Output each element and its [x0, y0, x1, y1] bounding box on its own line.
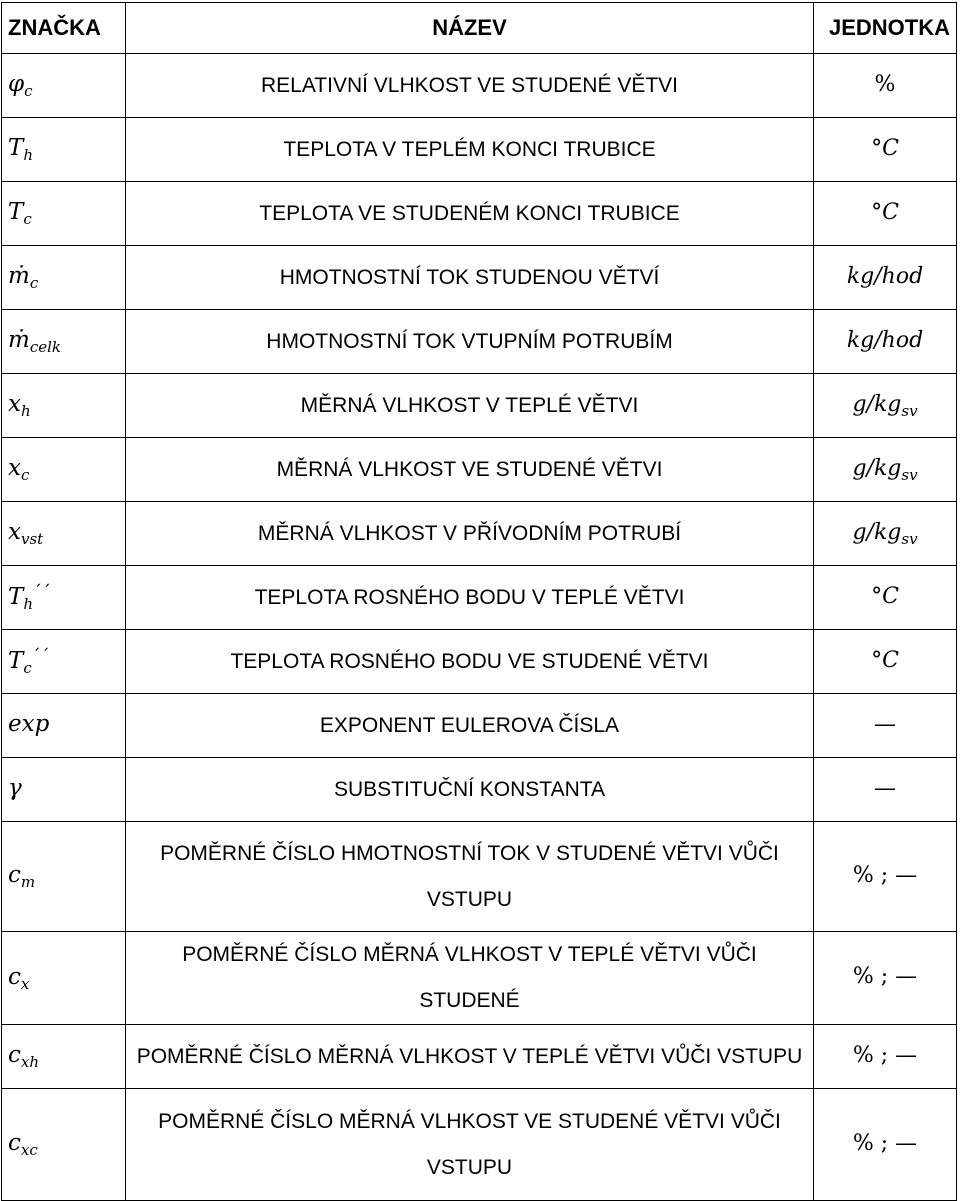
unit-cell [814, 502, 957, 566]
symbol-cell [2, 822, 126, 932]
symbol-subscript: c [20, 466, 30, 484]
table-body [2, 54, 957, 1201]
name-cell: POMĚRNÉ ČÍSLO MĚRNÁ VLHKOST V TEPLÉ VĚTVI VŮČI STUDENÉ [126, 932, 814, 1025]
name-cell: TEPLOTA VE STUDENÉM KONCI TRUBICE [126, 182, 814, 246]
unit-main: — [874, 775, 896, 801]
unit-cell [814, 758, 957, 822]
header-symbol: ZNAČKA [2, 3, 126, 54]
symbol-double-prime: ´´ [33, 582, 52, 603]
unit-cell [814, 932, 957, 1025]
symbol-subscript: c [29, 274, 39, 292]
table-row [2, 310, 957, 374]
unit-cell [814, 1025, 957, 1089]
table-row [2, 630, 957, 694]
symbol-main: x [8, 519, 21, 545]
symbol-cell [2, 630, 126, 694]
unit-main: °C [871, 135, 899, 161]
table-row [2, 182, 957, 246]
unit-cell [814, 118, 957, 182]
name-cell: TEPLOTA ROSNÉHO BODU V TEPLÉ VĚTVI [126, 566, 814, 630]
symbol-main: x [8, 455, 21, 481]
symbol-main: T [8, 135, 24, 161]
symbol-main: ṁ [8, 327, 30, 353]
unit-main: % [874, 71, 896, 97]
symbol-cell [2, 932, 126, 1025]
symbol-cell [2, 1025, 126, 1089]
unit-cell [814, 54, 957, 118]
symbol-cell [2, 758, 126, 822]
table-row [2, 694, 957, 758]
table-row [2, 118, 957, 182]
symbol-cell [2, 246, 126, 310]
symbol-cell [2, 374, 126, 438]
symbol-main: c [8, 1042, 21, 1068]
unit-cell [814, 566, 957, 630]
unit-main: °C [871, 199, 899, 225]
table-row [2, 1025, 957, 1089]
symbol-main: T [8, 199, 24, 225]
symbol-subscript: c [23, 210, 32, 228]
symbol-subscript: m [20, 873, 36, 891]
symbol-subscript: c [23, 659, 32, 677]
symbol-main: φ [8, 71, 25, 97]
table-row [2, 374, 957, 438]
table-row [2, 502, 957, 566]
name-cell: POMĚRNÉ ČÍSLO MĚRNÁ VLHKOST VE STUDENÉ VĚTVI VŮČI VSTUPU [126, 1089, 814, 1201]
symbol-main: T [8, 648, 24, 674]
symbol-subscript: h [23, 146, 34, 164]
unit-cell [814, 1089, 957, 1201]
symbol-subscript: c [24, 82, 33, 100]
name-cell: MĚRNÁ VLHKOST V TEPLÉ VĚTVI [126, 374, 814, 438]
unit-cell [814, 694, 957, 758]
symbol-main: c [8, 862, 21, 888]
symbol-cell [2, 54, 126, 118]
unit-main: % ; — [852, 1042, 918, 1068]
symbol-cell [2, 182, 126, 246]
unit-main: g/kg [852, 391, 902, 417]
unit-main: g/kg [852, 519, 902, 545]
symbol-main: c [8, 1130, 21, 1156]
symbol-subscript: h [23, 595, 34, 613]
name-cell: HMOTNOSTNÍ TOK VTUPNÍM POTRUBÍM [126, 310, 814, 374]
symbol-main: c [8, 963, 21, 990]
symbol-cell [2, 566, 126, 630]
symbol-cell [2, 438, 126, 502]
unit-main: % ; — [852, 1130, 918, 1156]
table-row [2, 246, 957, 310]
name-cell: MĚRNÁ VLHKOST V PŘÍVODNÍM POTRUBÍ [126, 502, 814, 566]
header-row [2, 3, 957, 54]
name-cell: TEPLOTA ROSNÉHO BODU VE STUDENÉ VĚTVI [126, 630, 814, 694]
name-cell: MĚRNÁ VLHKOST VE STUDENÉ VĚTVI [126, 438, 814, 502]
symbol-main: T [8, 584, 24, 610]
unit-main: % ; — [852, 862, 918, 888]
table-row [2, 1089, 957, 1201]
symbol-cell [2, 118, 126, 182]
name-cell: SUBSTITUČNÍ KONSTANTA [126, 758, 814, 822]
symbol-main: ṁ [8, 263, 30, 289]
symbol-main: x [8, 391, 21, 417]
unit-main: °C [871, 647, 899, 673]
unit-main: kg/hod [846, 327, 924, 353]
name-cell: POMĚRNÉ ČÍSLO MĚRNÁ VLHKOST V TEPLÉ VĚTVI VŮČI VSTUPU [126, 1025, 814, 1089]
table-row [2, 54, 957, 118]
name-cell: HMOTNOSTNÍ TOK STUDENOU VĚTVÍ [126, 246, 814, 310]
unit-main: — [874, 711, 896, 737]
symbol-double-prime: ´´ [31, 646, 50, 667]
symbol-table [1, 2, 957, 1201]
unit-subscript: sv [901, 465, 918, 484]
unit-subscript: sv [901, 401, 918, 420]
symbol-cell [2, 1089, 126, 1201]
unit-main: °C [871, 583, 899, 609]
symbol-subscript: celk [29, 338, 61, 356]
table-row [2, 822, 957, 932]
name-cell: EXPONENT EULEROVA ČÍSLA [126, 694, 814, 758]
name-cell: POMĚRNÉ ČÍSLO HMOTNOSTNÍ TOK V STUDENÉ VĚTVI VŮČI VSTUPU [126, 822, 814, 932]
name-cell: TEPLOTA V TEPLÉM KONCI TRUBICE [126, 118, 814, 182]
symbol-subscript: xh [20, 1053, 40, 1071]
unit-main: g/kg [852, 455, 902, 481]
symbol-subscript: xc [20, 1141, 38, 1159]
unit-cell [814, 310, 957, 374]
symbol-cell [2, 502, 126, 566]
table-row [2, 438, 957, 502]
unit-cell [814, 182, 957, 246]
symbol-cell [2, 694, 126, 758]
table-row [2, 932, 957, 1025]
symbol-subscript: h [20, 402, 31, 420]
unit-cell [814, 630, 957, 694]
symbol-main: exp [8, 711, 50, 737]
unit-main: kg/hod [846, 263, 924, 289]
unit-subscript: sv [901, 529, 918, 548]
unit-cell [814, 822, 957, 932]
symbol-subscript: vst [20, 530, 44, 548]
header-unit: JEDNOTKA [814, 3, 957, 54]
symbol-cell [2, 310, 126, 374]
name-cell: RELATIVNÍ VLHKOST VE STUDENÉ VĚTVI [126, 54, 814, 118]
symbol-main: γ [8, 775, 22, 801]
table-row [2, 566, 957, 630]
table-row [2, 758, 957, 822]
unit-main: % ; — [852, 964, 918, 989]
unit-cell [814, 246, 957, 310]
symbol-subscript: x [20, 974, 30, 993]
unit-cell [814, 438, 957, 502]
unit-cell [814, 374, 957, 438]
header-name: NÁZEV [126, 3, 814, 54]
